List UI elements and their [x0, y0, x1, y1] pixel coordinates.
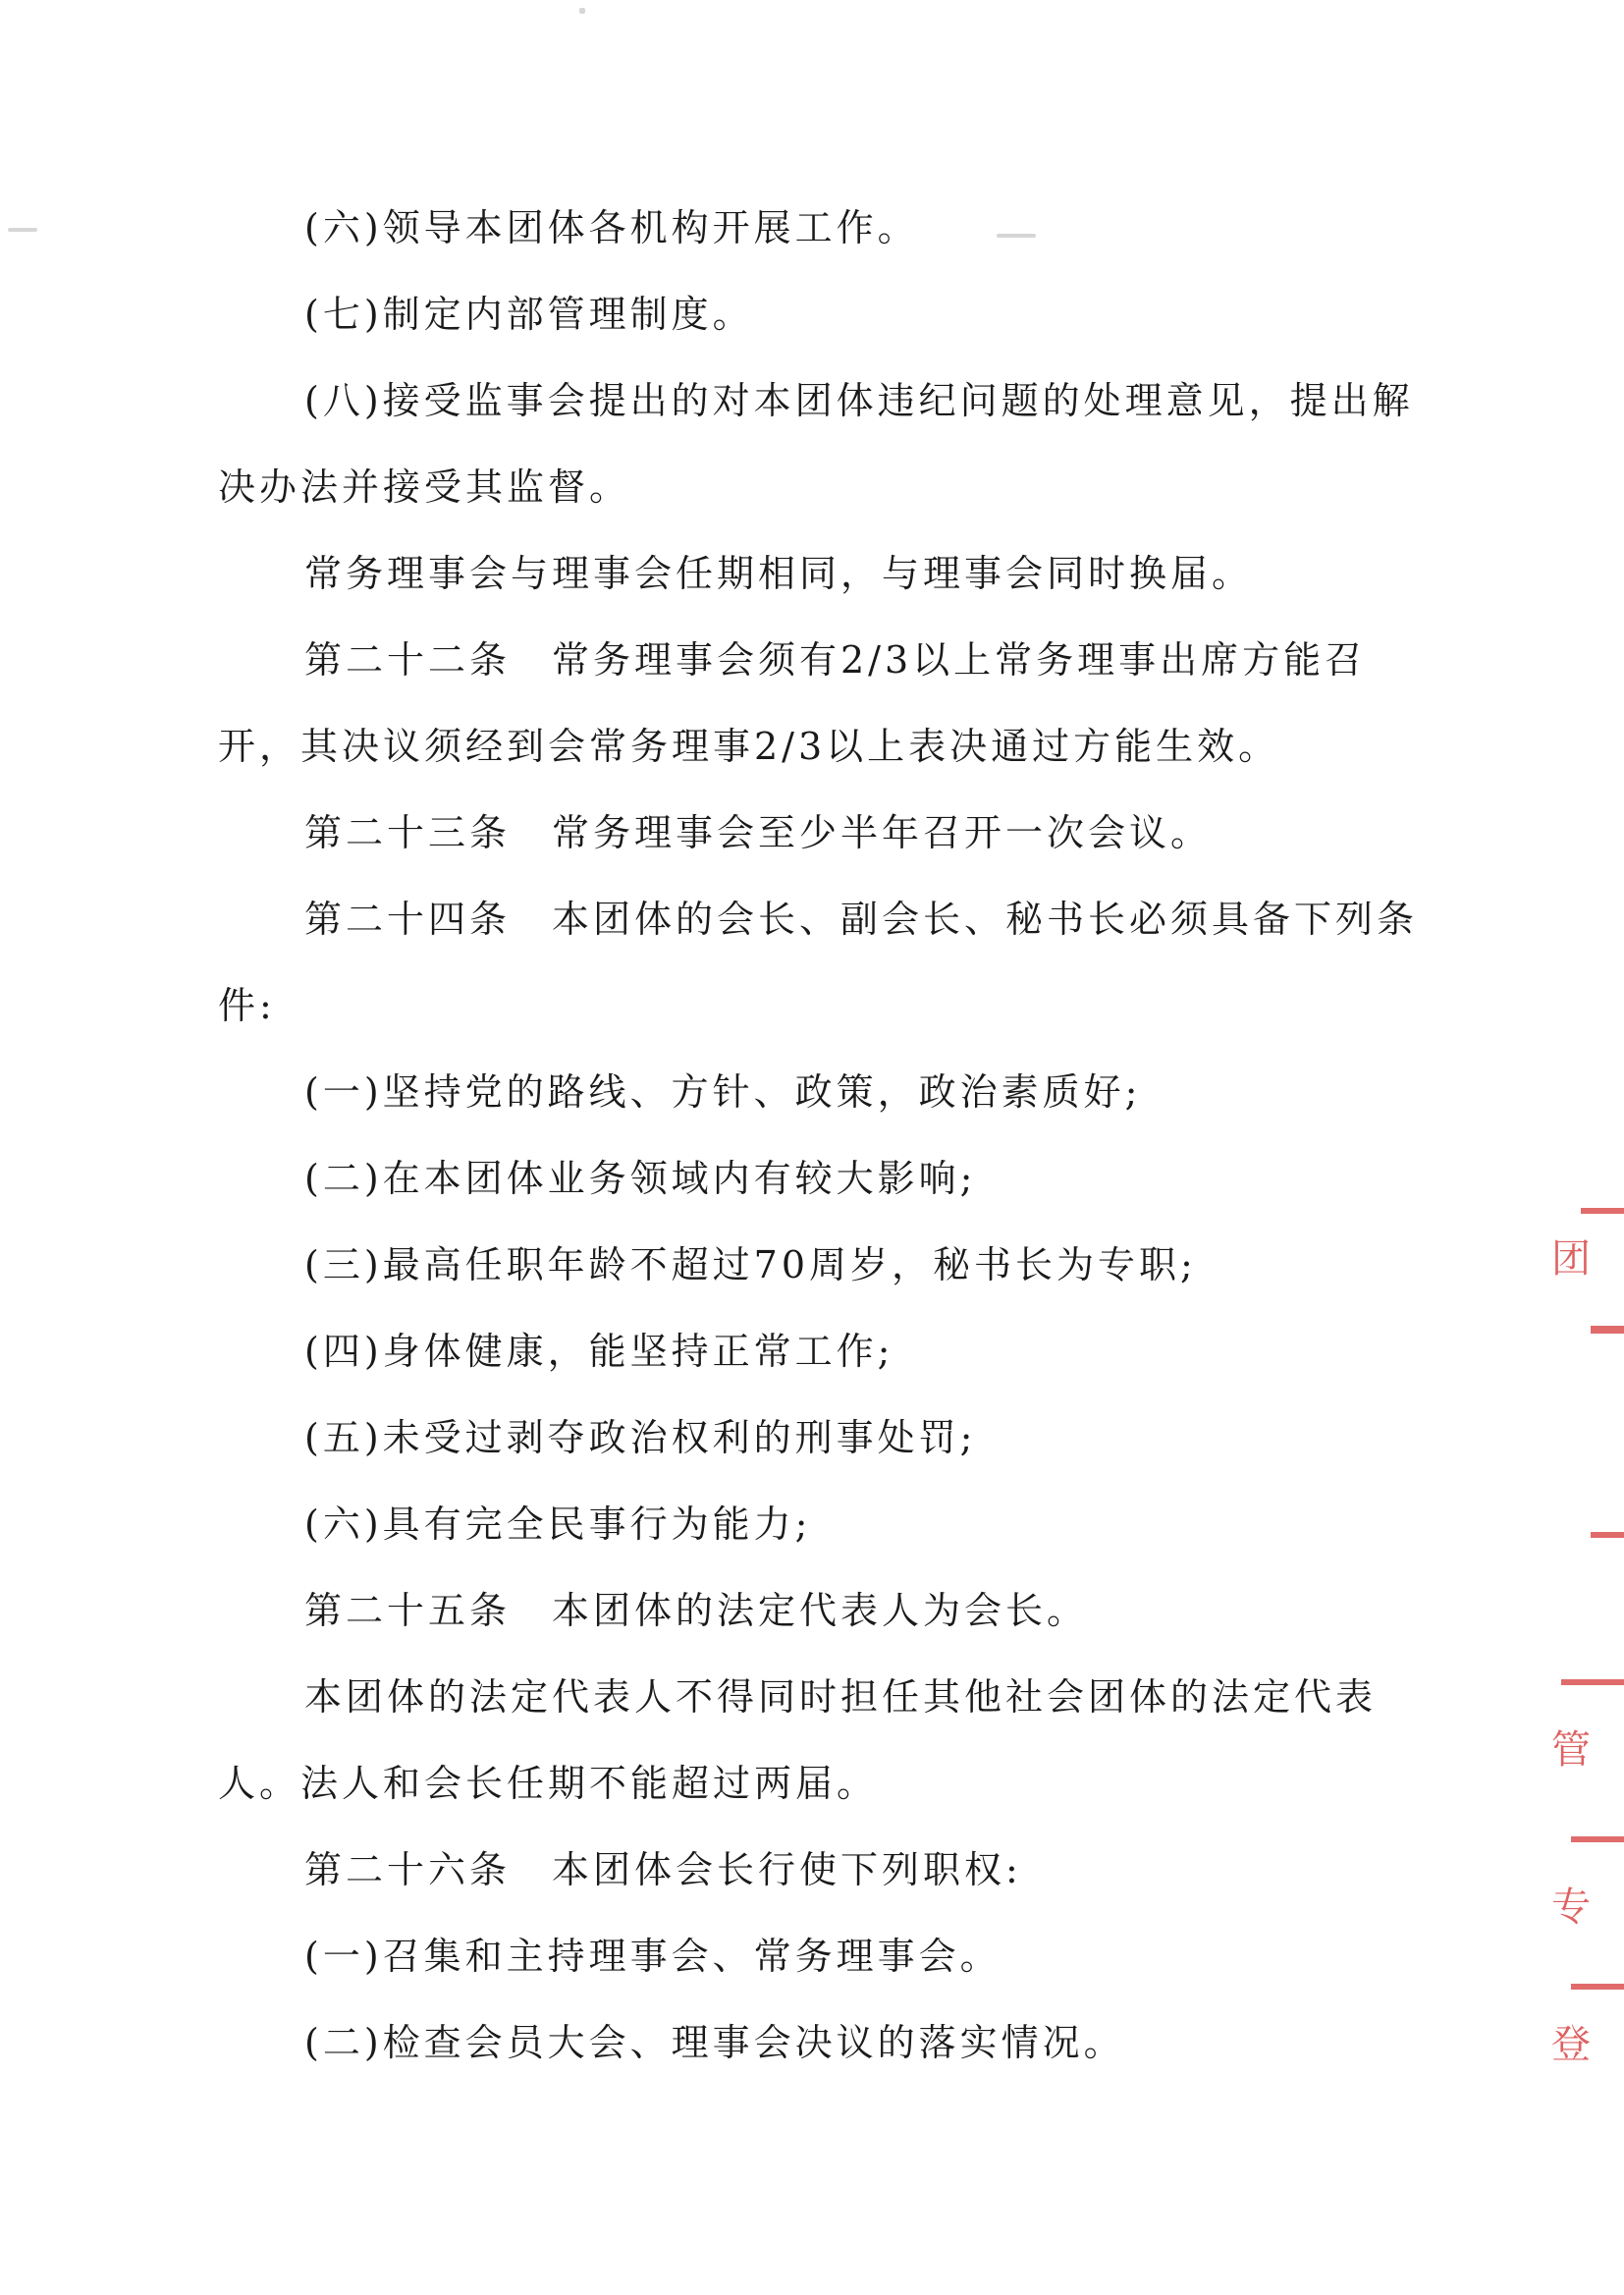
article-heading-line: 第二十六条 本团体会长行使下列职权:	[304, 1848, 1022, 1891]
list-item: (三)最高任职年龄不超过70周岁，秘书长为专职;	[304, 1243, 1197, 1286]
seal-stroke	[1571, 1984, 1624, 1990]
seal-stroke	[1591, 1532, 1624, 1538]
list-item: (二)在本团体业务领域内有较大影响;	[304, 1157, 977, 1200]
list-item: (六)具有完全民事行为能力;	[304, 1503, 812, 1546]
seal-stroke	[1561, 1679, 1624, 1685]
list-item: (二)检查会员大会、理事会决议的落实情况。	[304, 2021, 1125, 2064]
seal-glyph: 登	[1551, 2022, 1591, 2067]
paragraph-line: 本团体的法定代表人不得同时担任其他社会团体的法定代表	[304, 1675, 1378, 1719]
paragraph-line: 决办法并接受其监督。	[218, 465, 631, 509]
article-heading-line: 第二十五条 本团体的法定代表人为会长。	[304, 1589, 1089, 1632]
paragraph-line: (七)制定内部管理制度。	[304, 293, 754, 336]
seal-stroke	[1581, 1208, 1624, 1214]
scan-speck	[997, 234, 1036, 238]
seal-glyph: 团	[1551, 1236, 1591, 1282]
list-item: (一)召集和主持理事会、常务理事会。	[304, 1935, 1001, 1978]
paragraph-line: 开，其决议须经到会常务理事2/3以上表决通过方能生效。	[218, 725, 1280, 768]
red-seal-fragment	[1551, 1208, 1624, 2190]
scan-speck	[8, 228, 37, 232]
list-item: (五)未受过剥夺政治权利的刑事处罚;	[304, 1416, 977, 1459]
seal-glyph: 专	[1551, 1885, 1591, 1930]
paragraph-line: 人。法人和会长任期不能超过两届。	[218, 1762, 879, 1805]
seal-stroke	[1571, 1836, 1624, 1842]
paragraph-line: 件:	[218, 984, 276, 1027]
paragraph-line: (六)领导本团体各机构开展工作。	[304, 206, 919, 249]
list-item: (四)身体健康，能坚持正常工作;	[304, 1330, 894, 1373]
seal-stroke	[1591, 1326, 1624, 1334]
scan-speck	[579, 8, 585, 14]
article-heading-line: 第二十三条 常务理事会至少半年召开一次会议。	[304, 811, 1213, 854]
article-heading-line: 第二十四条 本团体的会长、副会长、秘书长必须具备下列条	[304, 898, 1419, 941]
article-heading-line: 第二十二条 常务理事会须有2/3以上常务理事出席方能召	[304, 638, 1367, 682]
seal-glyph: 管	[1551, 1727, 1591, 1773]
paragraph-line: 常务理事会与理事会任期相同，与理事会同时换届。	[304, 552, 1254, 595]
paragraph-line: (八)接受监事会提出的对本团体违纪问题的处理意见，提出解	[304, 379, 1414, 422]
list-item: (一)坚持党的路线、方针、政策，政治素质好;	[304, 1070, 1142, 1114]
